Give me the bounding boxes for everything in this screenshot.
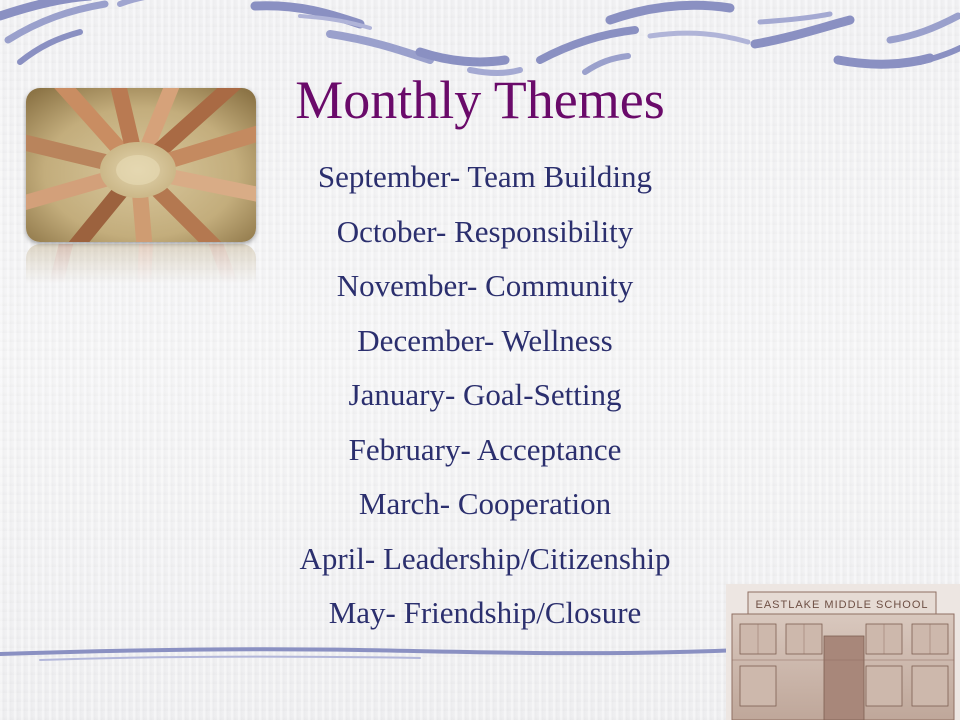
theme-item: December- Wellness [357,322,613,358]
slide-title: Monthly Themes [295,70,665,130]
theme-item: September- Team Building [317,159,653,194]
photo-reflection-image [26,244,256,284]
hands-circle-photo [26,88,256,242]
theme-item: March- Cooperation [358,486,612,521]
building-sign-text: EASTLAKE MIDDLE SCHOOL [755,599,929,611]
theme-item: May- Friendship/Closure [328,595,642,630]
school-building-image [726,584,960,720]
monthly-themes-list [200,150,770,641]
theme-item: January- Goal-Setting [348,377,622,412]
theme-item: November- Community [336,268,634,303]
theme-item: October- Responsibility [336,213,634,249]
theme-item: April- Leadership/Citizenship [299,540,671,576]
hands-circle-image [26,88,256,242]
theme-item: February- Acceptance [348,431,622,467]
photo-reflection [26,244,256,284]
